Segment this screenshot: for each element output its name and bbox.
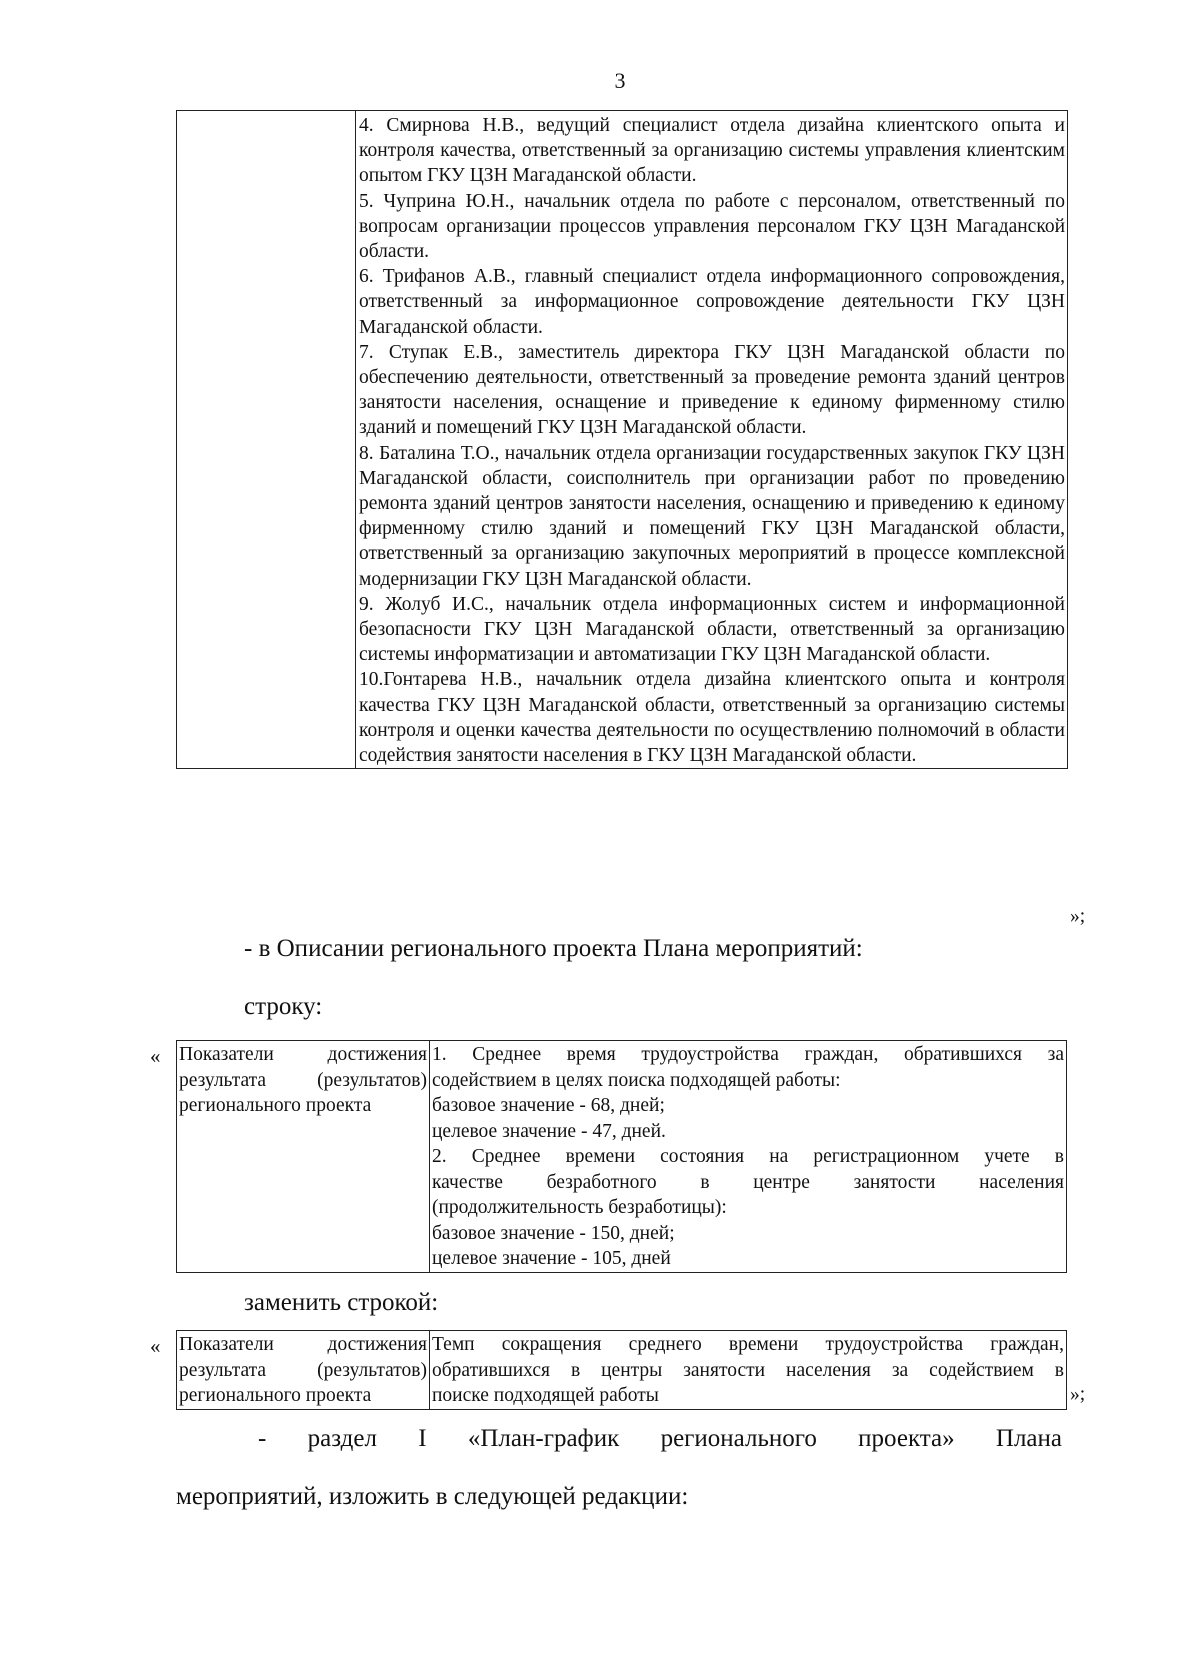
old-row-line: содействием в целях поиска подходящей работы: <box>432 1069 841 1091</box>
old-row-line: базовое значение - 150, дней; <box>432 1222 675 1244</box>
row-label-cell: Показатели достижения результата (результатов) регионального проекта <box>177 1331 430 1410</box>
old-row-line: качестве безработного в центре занятости населения <box>432 1171 1064 1193</box>
paragraph-replace: заменить строкой: <box>244 1289 439 1316</box>
old-row-values-cell <box>430 1041 1067 1273</box>
final-paragraph-line: - раздел I «План-график регионального проекта» Плана <box>258 1425 1062 1452</box>
old-row-line: 2. Среднее времени состояния на регистрационном учете в <box>432 1146 1064 1167</box>
open-quote: « <box>150 1334 161 1358</box>
responsible-item-8: 8. Баталина Т.О., начальник отдела организации государственных закупок ГКУ ЦЗН Магаданской области, соисполнитель при организации работ по проведению ремонта зданий центров занятости населения, оснащению и приведению к единому фирменному стилю зданий и помещений ГКУ ЦЗН Магаданской области, ответственный за организацию закупочных мероприятий в процессе комплексной модернизации ГКУ ЦЗН Магаданской области. <box>359 442 1065 590</box>
new-row-line: обратившихся в центры занятости населения за содействием в <box>432 1359 1064 1381</box>
responsible-item-5: 5. Чуприна Ю.Н., начальник отдела по работе с персоналом, ответственный по вопросам организации процессов управления персоналом ГКУ ЦЗН Магаданской области. <box>359 190 1065 263</box>
new-row-values-cell <box>430 1331 1067 1410</box>
open-quote: « <box>150 1044 161 1068</box>
page-number: 3 <box>614 68 626 93</box>
old-row-line: базовое значение - 68, дней; <box>432 1095 665 1116</box>
close-quote: »; <box>1070 906 1086 927</box>
responsible-item-9: 9. Жолуб И.С., начальник отдела информационных систем и информационной безопасности ГКУ ЦЗН Магаданской области, ответственный за организацию системы информатизации и автоматизации ГКУ ЦЗН Магаданской области. <box>359 593 1065 666</box>
close-quote: »; <box>1070 1384 1086 1405</box>
paragraph-description: - в Описании регионального проекта Плана мероприятий: <box>244 935 863 962</box>
final-paragraph <box>176 1410 1062 1526</box>
old-row-table <box>176 1040 1067 1273</box>
final-paragraph-line: мероприятий, изложить в следующей редакции: <box>176 1483 689 1510</box>
responsible-item-10: 10.Гонтарева Н.В., начальник отдела дизайна клиентского опыта и контроля качества ГКУ ЦЗН Магаданской области, ответственный за организацию системы контроля и оценки качества деятельности по осуществлению полномочий в области содействия занятости населения в ГКУ ЦЗН Магаданской области. <box>359 669 1065 767</box>
new-row-table <box>176 1330 1067 1410</box>
new-row-line: Темп сокращения среднего времени трудоустройства граждан, <box>432 1334 1064 1355</box>
empty-cell <box>177 111 356 769</box>
old-row-line: 1. Среднее время трудоустройства граждан, обратившихся за <box>432 1044 1064 1065</box>
paragraph-row: строку: <box>244 993 323 1020</box>
old-row-line: (продолжительность безработицы): <box>432 1197 727 1218</box>
responsible-item-7: 7. Ступак Е.В., заместитель директора ГКУ ЦЗН Магаданской области по обеспечению деятельности, ответственный за проведение ремонта зданий центров занятости населения, оснащение и приведение к единому фирменному стилю зданий и помещений ГКУ ЦЗН Магаданской области. <box>359 341 1065 439</box>
responsible-list-cell <box>356 111 1068 769</box>
responsible-item-6: 6. Трифанов А.В., главный специалист отдела информационного сопровождения, ответственный за информационное сопровождение деятельности ГКУ ЦЗН Магаданской области. <box>359 266 1065 338</box>
row-label-cell: Показатели достижения результата (результатов) регионального проекта <box>177 1041 430 1273</box>
old-row-line: целевое значение - 105, дней <box>432 1248 671 1269</box>
old-row-line: целевое значение - 47, дней. <box>432 1120 666 1142</box>
new-row-line: поиске подходящей работы <box>432 1385 659 1406</box>
responsible-item-4: 4. Смирнова Н.В., ведущий специалист отдела дизайна клиентского опыта и контроля качества, ответственный за организацию системы управления клиентским опытом ГКУ ЦЗН Магаданской области. <box>359 115 1065 187</box>
responsible-persons-table <box>176 110 1068 769</box>
